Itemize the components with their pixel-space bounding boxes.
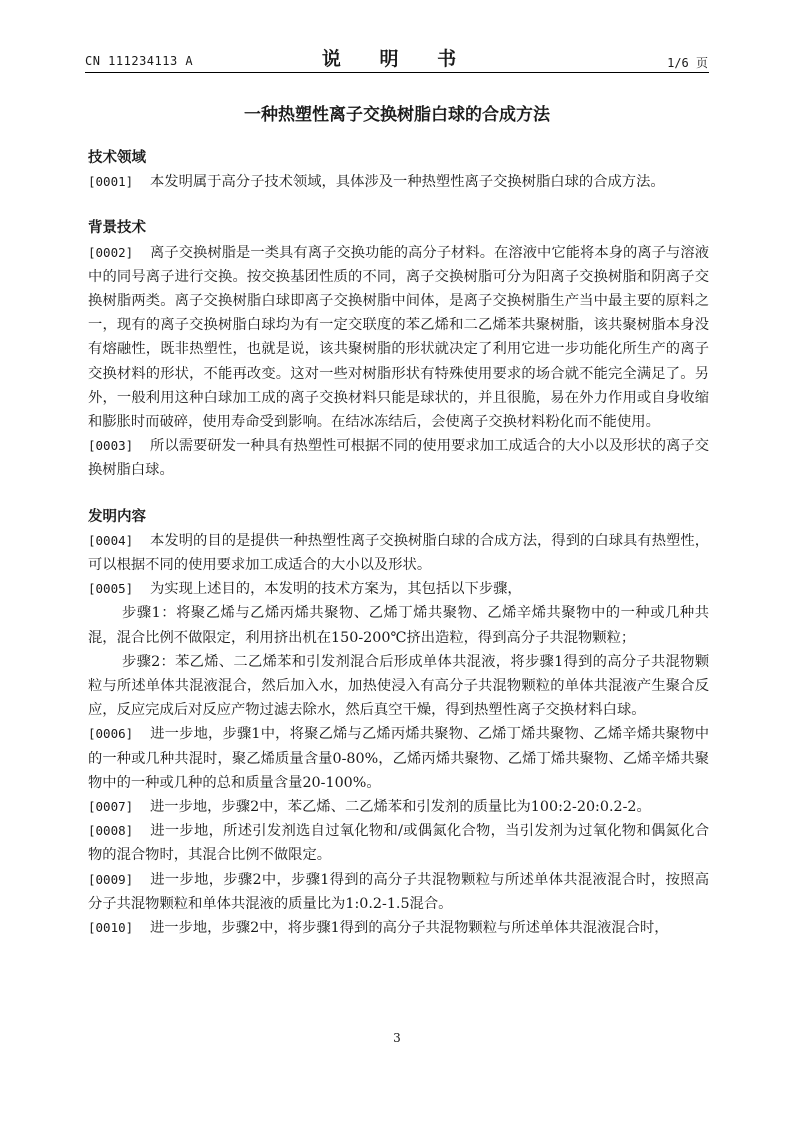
paragraph [88,819,709,867]
paragraph-number: [0010] [88,920,134,936]
paragraph-text: 离子交换树脂是一类具有离子交换功能的高分子材料。在溶液中它能将本身的离子与溶液中的同号离子进行交换。按交换基团性质的不同，离子交换树脂可分为阳离子交换树脂和阴离子交换树脂两类。离子交换树脂白球即离子交换树脂中间体，是离子交换树脂生产当中最主要的原料之一，现有的离子交换树脂白球均为有一定交联度的苯乙烯和二乙烯苯共聚树脂，该共聚树脂本身没有熔融性，既非热塑性，也就是说，该共聚树脂的形状就决定了利用它进一步功能化所生产的离子交换材料的形状，不能再改变。这对一些对树脂形状有特殊使用要求的场合就不能完全满足了。另外，一般利用这种白球加工成的离子交换材料只能是球状的，并且很脆，易在外力作用或自身收缩和膨胀时而破碎，使用寿命受到影响。在结冰冻结后，会使离子交换材料粉化而不能使用。 [88,244,709,431]
paragraph [88,868,709,916]
paragraph-number: [0003] [88,438,134,454]
paragraph-text: 进一步地，步骤2中，苯乙烯、二乙烯苯和引发剂的质量比为100:2-20:0.2-2。 [150,799,651,816]
paragraph [88,434,709,482]
page-info: 1/6 页 [667,56,708,70]
paragraph-number: [0008] [88,823,134,839]
paragraph-number: [0004] [88,532,134,548]
paragraph-text: 进一步地，步骤1中，将聚乙烯与乙烯丙烯共聚物、乙烯丁烯共聚物、乙烯辛烯共聚物中的一种或几种共混时，聚乙烯质量含量0-80%，乙烯丙烯共聚物、乙烯丁烯共聚物、乙烯辛烯共聚物中的一种或几种的总和质量含量20-100%。 [88,726,709,791]
paragraph-text: 进一步地，步骤2中，步骤1得到的高分子共混物颗粒与所述单体共混液混合时，按照高分子共混物颗粒和单体共混液的质量比为1:0.2-1.5混合。 [88,871,709,912]
paragraph-text: 进一步地，步骤2中，将步骤1得到的高分子共混物颗粒与所述单体共混液混合时， [150,920,669,937]
paragraph-text: 进一步地，所述引发剂选自过氧化物和/或偶氮化合物，当引发剂为过氧化物和偶氮化合物的混合物时，其混合比例不做限定。 [88,823,709,864]
step-paragraph: 步骤1：将聚乙烯与乙烯丙烯共聚物、乙烯丁烯共聚物、乙烯辛烯共聚物中的一种或几种共混，混合比例不做限定，利用挤出机在150-200℃挤出造粒，得到高分子共混物颗粒； [88,605,709,646]
paragraph-number: [0005] [88,581,134,597]
publication-number: CN 111234113 A [85,54,194,68]
paragraph [88,795,709,819]
paragraph-text: 本发明的目的是提供一种热塑性离子交换树脂白球的合成方法，得到的白球具有热塑性，可以根据不同的使用要求加工成适合的大小以及形状。 [88,532,709,574]
paragraph-text: 为实现上述目的，本发明的技术方案为，其包括以下步骤， [150,581,522,598]
paragraph-number: [0001] [88,174,134,190]
document-body [88,146,709,940]
document-title: 一种热塑性离子交换树脂白球的合成方法 [244,105,550,125]
paragraph [88,916,709,940]
paragraph-number: [0002] [88,244,134,260]
paragraph [88,577,709,601]
section-heading-technical-field: 技术领域 [88,150,146,166]
paragraph [88,170,709,194]
document-type: 说 明 书 [321,48,473,70]
paragraph-text: 本发明属于高分子技术领域，具体涉及一种热塑性离子交换树脂白球的合成方法。 [150,174,665,191]
paragraph [88,241,709,435]
page-number: 3 [393,1031,401,1045]
header-rule [85,72,709,73]
section-heading-background: 背景技术 [88,220,146,237]
paragraph-number: [0006] [88,726,134,742]
paragraph [88,529,709,577]
paragraph-text: 所以需要研发一种具有热塑性可根据不同的使用要求加工成适合的大小以及形状的离子交换树脂白球。 [88,438,709,479]
paragraph-number: [0009] [88,871,134,887]
step-paragraph: 步骤2：苯乙烯、二乙烯苯和引发剂混合后形成单体共混液，将步骤1得到的高分子共混物颗粒与所述单体共混液混合，然后加入水，加热使浸入有高分子共混物颗粒的单体共混液产生聚合反应，反应完成后对反应产物过滤去除水，然后真空干燥，得到热塑性离子交换材料白球。 [88,653,709,719]
section-heading-summary: 发明内容 [88,508,146,525]
paragraph [88,722,709,795]
paragraph-number: [0007] [88,799,134,815]
